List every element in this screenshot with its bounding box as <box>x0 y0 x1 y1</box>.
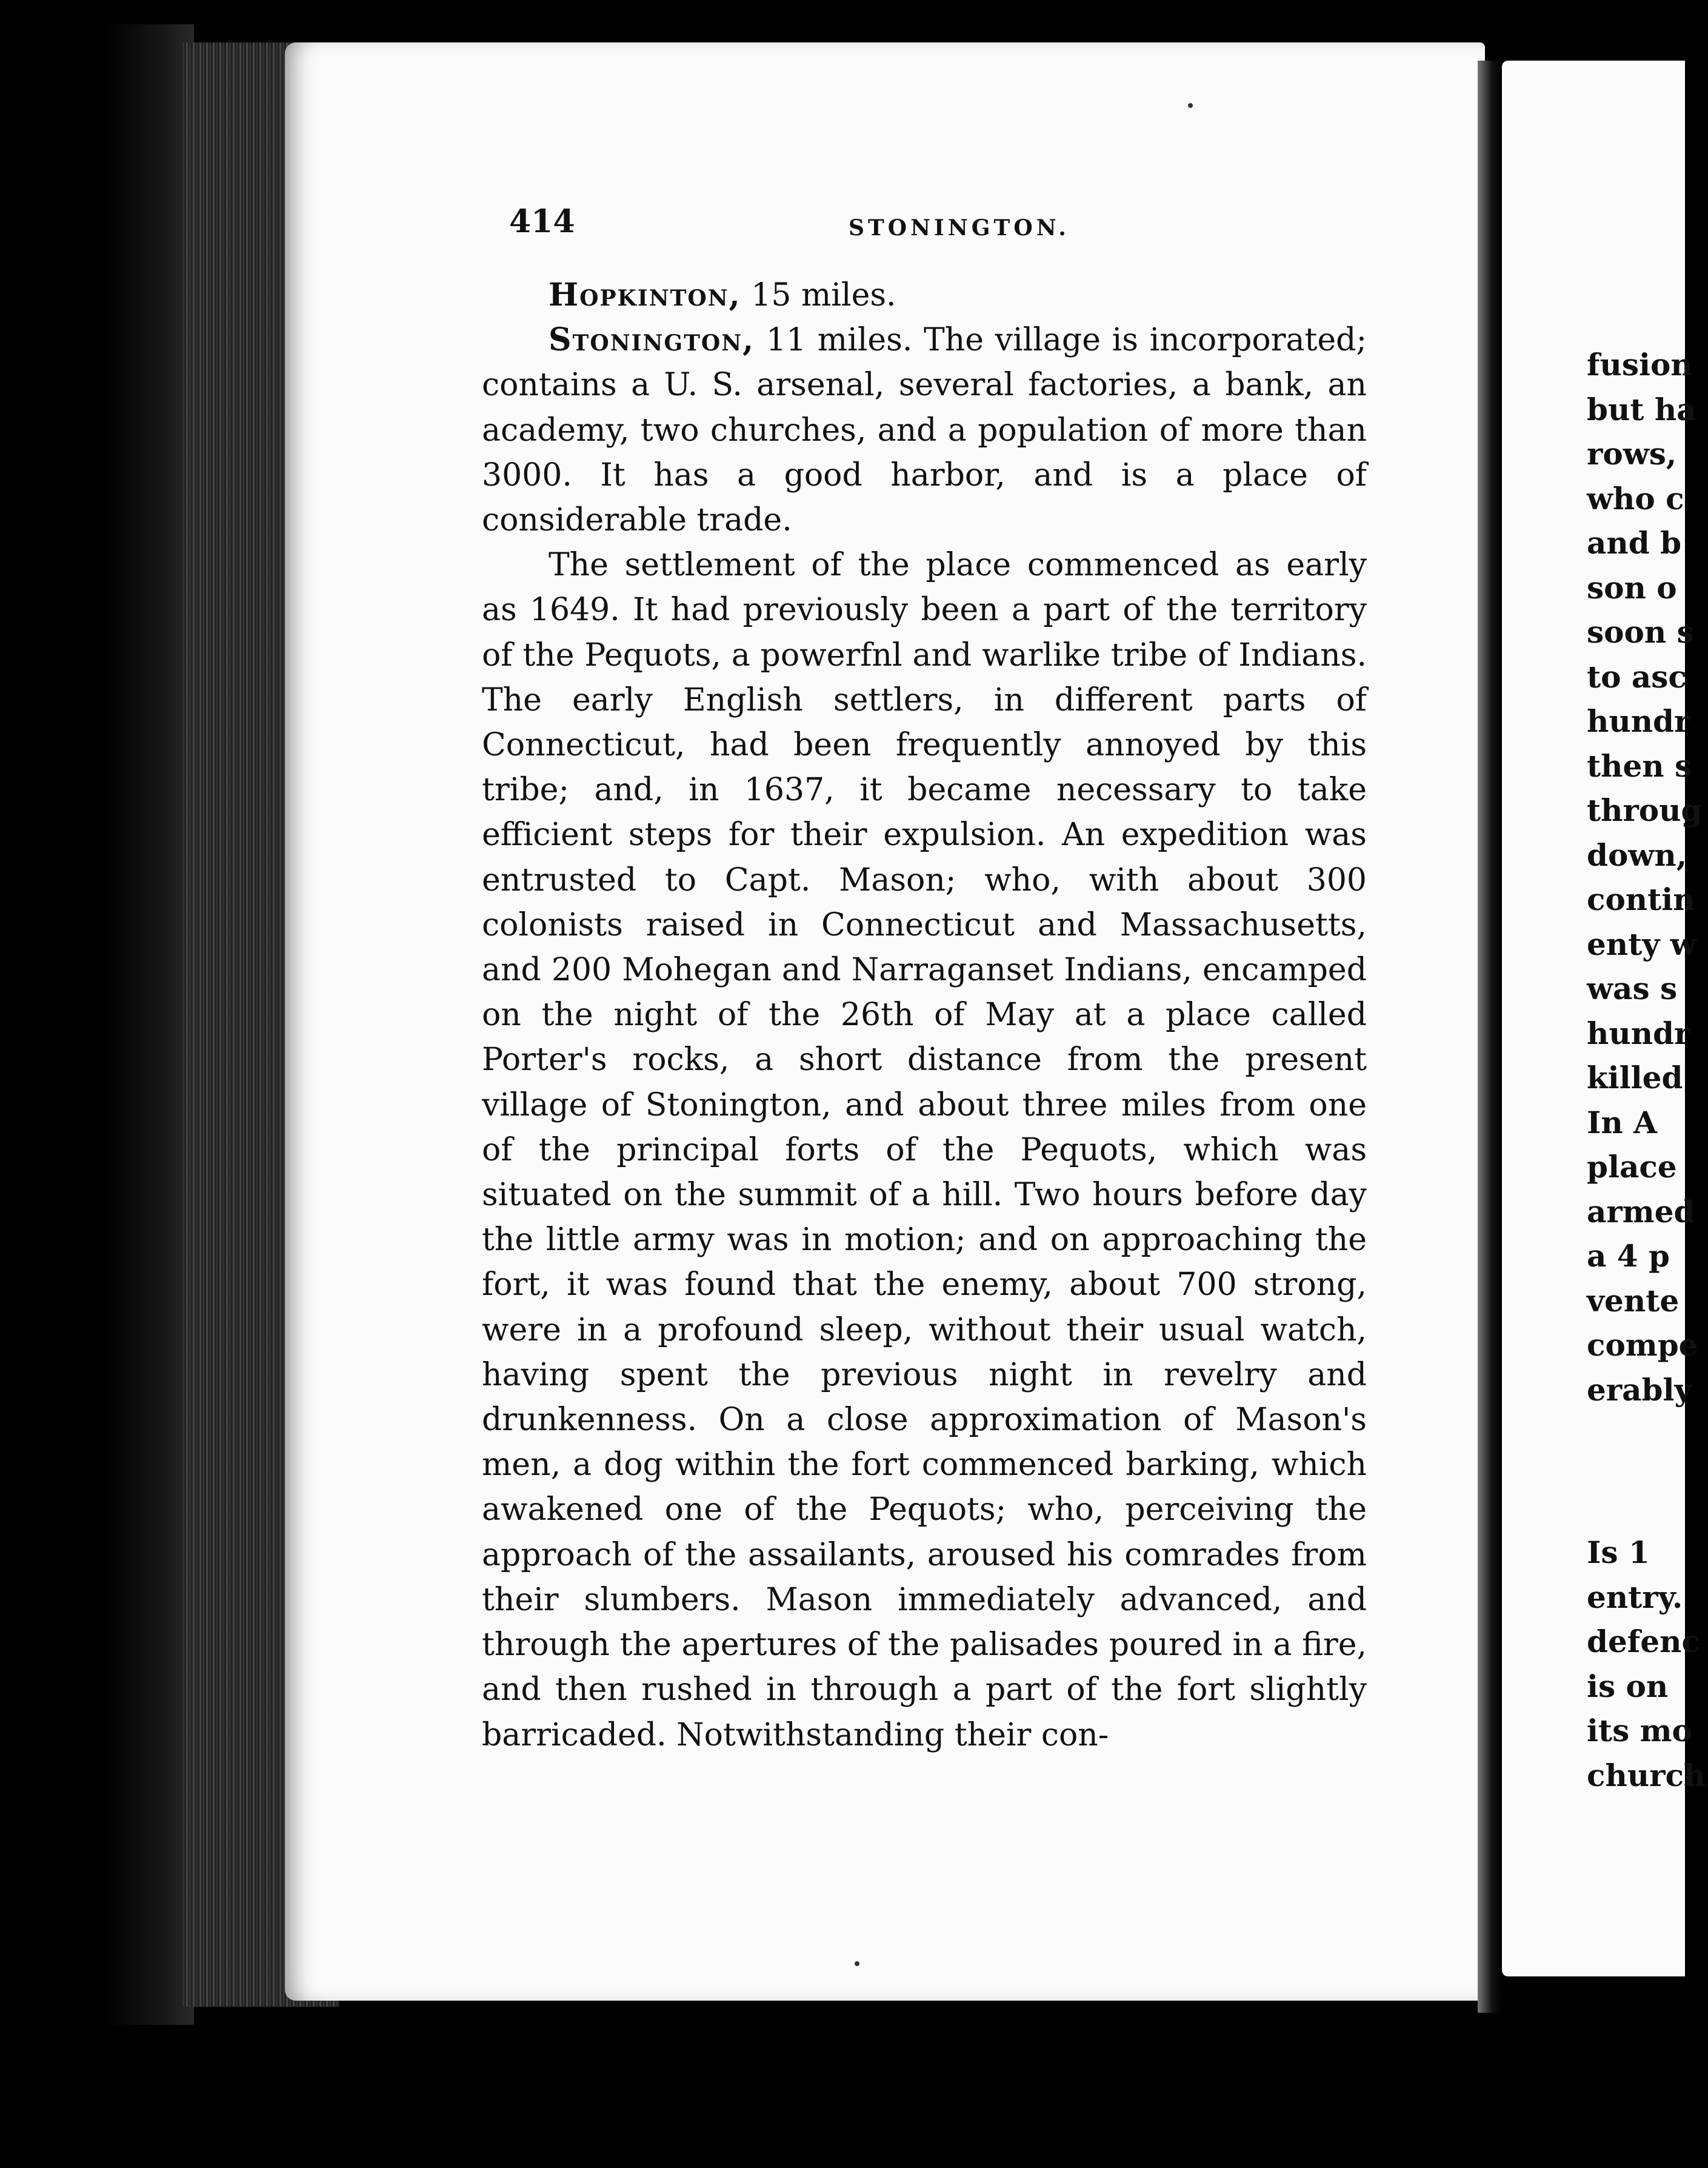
page-speck <box>1188 103 1193 108</box>
facing-page-line: contin <box>1587 882 1695 917</box>
facing-page-line: soon s <box>1587 614 1694 650</box>
page-speck <box>855 1961 859 1966</box>
facing-page-line: erably <box>1587 1371 1692 1408</box>
facing-page-line: entry. <box>1587 1579 1683 1615</box>
facing-page-line: In A <box>1587 1104 1657 1140</box>
section-gap <box>1587 1412 1708 1530</box>
facing-page-line: its mo <box>1587 1713 1692 1748</box>
facing-page-line: to asc <box>1587 658 1687 695</box>
running-head: STONINGTON. <box>849 215 1070 241</box>
facing-page-line: vente <box>1587 1282 1680 1319</box>
facing-page-line: was s <box>1587 971 1678 1006</box>
facing-page-line: fusion <box>1587 347 1693 383</box>
book-shadow <box>103 24 194 2025</box>
facing-page-line: a 4 p <box>1587 1238 1670 1274</box>
page-number: 414 <box>509 203 575 240</box>
facing-page-line: then s <box>1587 748 1692 784</box>
facing-page-line: compe <box>1587 1327 1698 1363</box>
facing-page-line: defenc <box>1587 1624 1700 1659</box>
facing-page-line: and b <box>1587 525 1682 561</box>
facing-page-line: son o <box>1587 569 1677 606</box>
facing-page-line: down, <box>1587 837 1687 873</box>
facing-page-line: rows, <box>1587 436 1677 472</box>
facing-page-line: church <box>1587 1757 1706 1793</box>
facing-page-line: Is 1 <box>1587 1534 1650 1570</box>
facing-page-line: but ha <box>1587 391 1696 427</box>
facing-page-line: hundr <box>1587 703 1690 739</box>
facing-page-line: killed <box>1587 1060 1683 1096</box>
entry-text: 11 miles. The village is incorporated; contains a U. S. arsenal, several factories, a bank, an academy, two churches, and a population of more than 3000. It has a good harbor, and is a place of considerable trade. <box>482 322 1367 539</box>
facing-page-line: who c <box>1587 480 1684 517</box>
facing-page-line: enty w <box>1587 926 1696 962</box>
facing-page-line: place <box>1587 1149 1677 1185</box>
facing-page-line: is on <box>1587 1668 1669 1704</box>
facing-page-line: throug <box>1587 792 1703 828</box>
page-header <box>509 203 1388 252</box>
entry-stonington <box>482 318 1367 543</box>
facing-page-text <box>1587 343 1708 1798</box>
book-gutter <box>1478 61 1502 2013</box>
entry-text: 15 miles. <box>741 277 896 313</box>
right-page <box>1502 61 1706 1976</box>
facing-page-line: armed <box>1587 1193 1695 1230</box>
facing-page-line: hundr <box>1587 1015 1690 1051</box>
history-paragraph: The settlement of the place commenced as early as 1649. It had previously been a part of the territory of the Pequots, a powerfnl and warlike tribe of Indians. The early English settlers, in different parts of Connecticut, had been frequently annoyed by this tribe; and, in 1637, it became necessary to take efficient steps for their expulsion. An expedition was entrusted to Capt. Mason; who, with about 300 colonists raised in Connecticut and Massachusetts, and 200 Mohegan and Narraganset Indians, encamped on the night of the 26th of May at a place called Porter's rocks, a short distance from the present village of Stonington, and about three miles from one of the principal forts of the Pequots, which was situated on the summit of a hill. Two hours before day the little army was in motion; and on approaching the fort, it was found that the enemy, about 700 strong, were in a profound sleep, without their usual watch, having spent the previous night in revelry and drunkenness. On a close approximation of Mason's men, a dog within the fort commenced barking, which awakened one of the Pequots; who, perceiving the approach of the assailants, aroused his comrades from their slumbers. Mason immediately advanced, and through the apertures of the palisades poured in a fire, and then rushed in through a part of the fort slightly barricaded. Notwithstanding their con- <box>482 547 1367 1753</box>
entry-heading: Hopkinton, <box>549 276 741 313</box>
entry-hopkinton <box>482 273 1367 318</box>
page-body <box>482 273 1367 1758</box>
entry-heading: Stonington, <box>549 321 755 359</box>
